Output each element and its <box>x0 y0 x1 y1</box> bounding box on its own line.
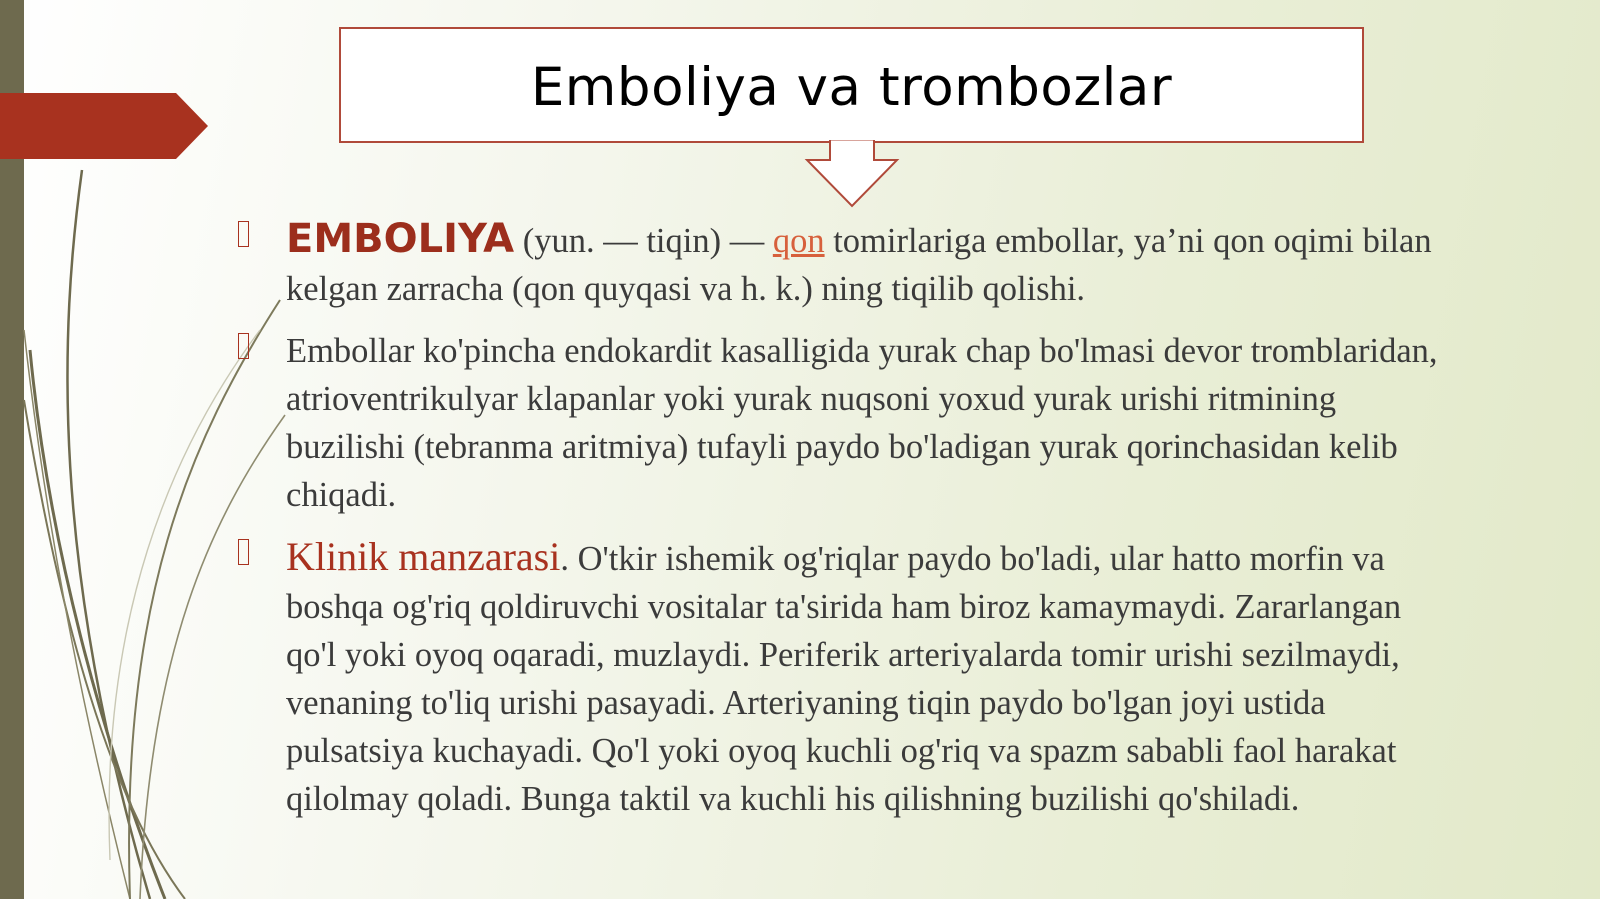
term-klinik-manzarasi: Klinik manzarasi <box>286 534 561 579</box>
definition-text: (yun. — tiqin) — <box>514 222 773 260</box>
list-item <box>238 327 1438 519</box>
qon-link[interactable]: qon <box>772 222 825 260</box>
title-callout-arrow <box>0 0 1600 220</box>
definition-text-continued: tomirlariga embollar, ya’ni qon oqimi bilan kelgan zarracha (qon quyqasi va h. k.) ning tiqilib qolishi. <box>286 222 1432 308</box>
embollar-paragraph: Embollar ko'pincha endokardit kasalligida yurak chap bo'lmasi devor tromblaridan, atrioventrikulyar klapanlar yoki yurak nuqsoni yoxud yurak urishi ritmining buzilishi (tebranma aritmiya) tufayli paydo bo'ladigan yurak qorinchasidan kelib chiqadi. <box>286 332 1438 514</box>
bullet-icon <box>238 539 249 565</box>
list-item <box>238 215 1438 313</box>
slide-title: Emboliya va trombozlar <box>530 56 1173 118</box>
bullet-icon <box>238 221 249 247</box>
bullet-icon <box>238 333 249 359</box>
term-emboliya: EMBOLIYA <box>286 216 515 262</box>
klinik-paragraph: . O'tkir ishemik og'riqlar paydo bo'ladi, ular hatto morfin va boshqa og'riq qoldiruvchi vositalar ta'sirida ham biroz kamaymaydi. Zararlangan qo'l yoki oyoq oqaradi, muzlaydi. Periferik arteriyalarda tomir urishi sezilmaydi, venaning to'liq urishi pasayadi. Arteriyaning tiqin paydo bo'lgan joyi ustida pulsatsiya kuchayadi. Qo'l yoki oyoq kuchli og'riq va spazm sababli faol harakat qilolmay qoladi. Bunga taktil va kuchli his qilishning buzilishi qo'shiladi. <box>286 540 1402 818</box>
list-item <box>238 533 1438 823</box>
content-list <box>238 215 1438 823</box>
